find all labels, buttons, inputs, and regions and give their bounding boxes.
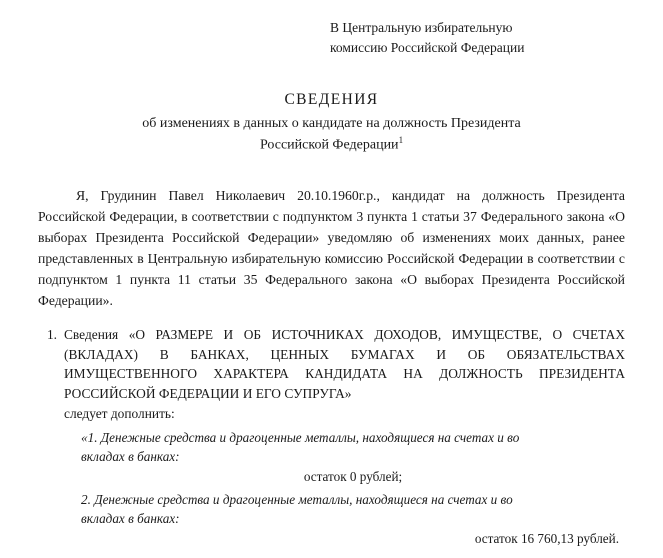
subtitle-line-2-text: Российской Федерации xyxy=(259,138,399,154)
subtitle-line-2 xyxy=(38,134,625,156)
footnote-marker: 1 xyxy=(398,135,404,146)
quote-2-line-1: 2. Денежные средства и драгоценные металлы, находящиеся на счетах и во xyxy=(81,491,513,507)
list-item-caps-text: Сведения «О РАЗМЕРЕ И ОБ ИСТОЧНИКАХ ДОХОДОВ, ИМУЩЕСТВЕ, О СЧЕТАХ (ВКЛАДАХ) В БАНКАХ, ЦЕННЫХ БУМАГАХ И ОБ ОБЯЗАТЕЛЬСТВАХ ИМУЩЕСТВЕННОГО ХАРАКТЕРА КАНДИДАТА НА ДОЛЖНОСТЬ ПРЕЗИДЕНТА РОССИЙСКОЙ ФЕДЕРАЦИИ И ЕГО СУПРУГА» xyxy=(64,327,625,401)
addressee-line-2: комиссию Российской Федерации xyxy=(330,39,525,55)
quote-block-1 xyxy=(64,428,625,486)
subtitle-line-1: об изменениях в данных о кандидате на должность Президента xyxy=(142,116,521,132)
title-block xyxy=(38,91,625,156)
list-item xyxy=(38,325,625,548)
addressee-block xyxy=(330,18,625,57)
quote-2-line-2: вкладах в банках: xyxy=(81,511,180,527)
list-item-follow-text: следует дополнить: xyxy=(64,406,175,422)
addressee-line-1: В Центральную избирательную xyxy=(330,20,513,35)
quote-1-remainder: остаток 0 рублей; xyxy=(303,468,403,484)
list-item-number: 1. xyxy=(46,327,57,343)
quote-1-line-2: вкладах в банках: xyxy=(81,448,180,464)
quote-1-line-1: «1. Денежные средства и драгоценные металлы, находящиеся на счетах и во xyxy=(81,429,520,445)
page-title: СВЕДЕНИЯ xyxy=(284,91,379,109)
changes-list xyxy=(38,325,625,548)
intro-paragraph: Я, Грудинин Павел Николаевич 20.10.1960г.р., кандидат на должность Президента Российской Федерации, в соответствии с подпунктом 3 пункта 1 статьи 37 Федерального закона «О выборах Президента Российской Федерации» уведомляю об изменениях моих данных, ранее представленных в Центральную избирательную комиссию Российской Федерации в соответствии с подпунктом 1 пункта 11 статьи 35 Федерального закона «О выборах Президента Российской Федерации». xyxy=(38,188,625,308)
list-item-body xyxy=(64,325,625,548)
quote-block-2 xyxy=(64,490,625,548)
quote-2-remainder: остаток 16 760,13 рублей. xyxy=(474,531,619,547)
document-subtitle xyxy=(38,114,625,156)
